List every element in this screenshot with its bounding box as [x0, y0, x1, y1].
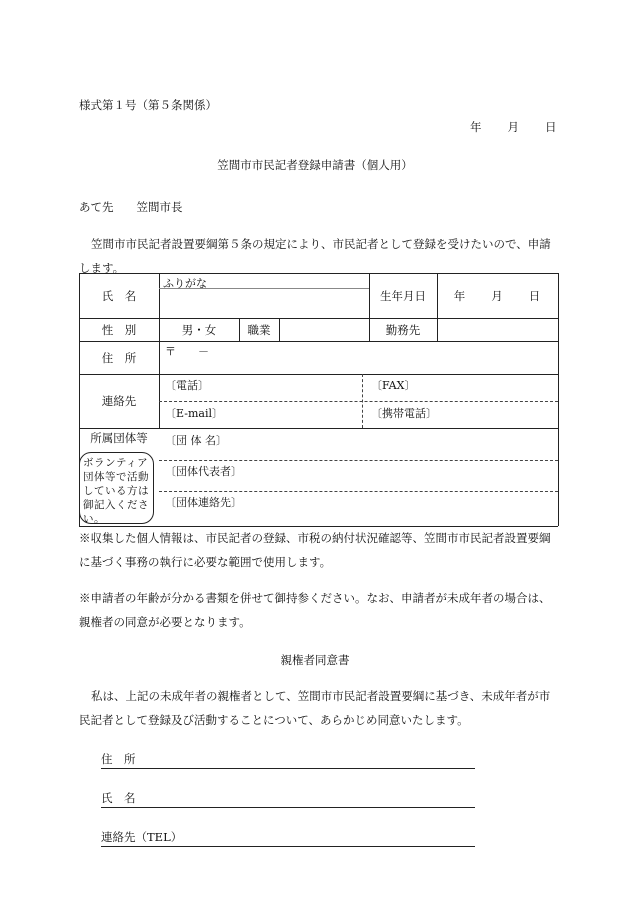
workplace-label: 勤務先: [385, 322, 421, 337]
consent-address-line[interactable]: [101, 751, 475, 769]
address-label: 住 所: [101, 350, 137, 365]
privacy-note: ※収集した個人情報は、市民記者の登録、市税の納付状況確認等、笠間市市民記者設置要綱に基づく事務の執行に必要な範囲で使用します。: [79, 531, 551, 569]
age-note: ※申請者の年齢が分かる書類を併せて御持参ください。なお、申請者が未成年者の場合は、親権者の同意が必要となります。: [79, 591, 551, 629]
date-line: 年 月 日: [470, 120, 558, 134]
consent-name-line[interactable]: [101, 790, 475, 808]
furigana-label: ふりがな: [163, 277, 207, 290]
mobile-label: 〔携帯電話〕: [371, 407, 437, 420]
contact-label: 連絡先: [101, 394, 137, 408]
postal-mark: 〒 －: [165, 345, 209, 358]
group-representative-label: 〔団体代表者〕: [165, 465, 242, 478]
gender-options[interactable]: 男・女: [181, 322, 217, 337]
consent-address-label: 住 所: [101, 752, 136, 766]
group-note: ボランティア団体等で活動している方は御記入ください。: [79, 452, 154, 524]
phone-label: 〔電話〕: [165, 379, 209, 392]
name-label: 氏 名: [101, 288, 137, 303]
group-label: 所属団体等: [90, 431, 148, 445]
email-label: 〔E-mail〕: [165, 407, 223, 420]
consent-paragraph: 私は、上記の未成年者の親権者として、笠間市市民記者設置要綱に基づき、未成年者が市民記者として登録及び活動することについて、あらかじめ同意いたします。: [79, 689, 551, 727]
occupation-label: 職業: [247, 322, 271, 337]
birthdate-label: 生年月日: [380, 288, 426, 303]
fax-label: 〔FAX〕: [371, 379, 416, 392]
birthdate-value: 年 月 日: [453, 288, 542, 303]
form-number: 様式第１号（第５条関係）: [79, 98, 217, 112]
consent-contact-label: 連絡先（TEL）: [101, 830, 183, 844]
addressee: あて先 笠間市長: [79, 200, 183, 214]
page-title: 笠間市市民記者登録申請書（個人用）: [217, 158, 413, 172]
gender-label: 性 別: [101, 322, 137, 337]
consent-contact-line[interactable]: [101, 829, 475, 847]
consent-name-label: 氏 名: [101, 791, 136, 805]
group-contact-label: 〔団体連絡先〕: [165, 496, 242, 509]
group-name-label: 〔団 体 名〕: [165, 434, 227, 447]
consent-title: 親権者同意書: [280, 653, 350, 667]
intro-paragraph: 笠間市市民記者設置要綱第５条の規定により、市民記者として登録を受けたいので、申請します。: [79, 237, 551, 275]
